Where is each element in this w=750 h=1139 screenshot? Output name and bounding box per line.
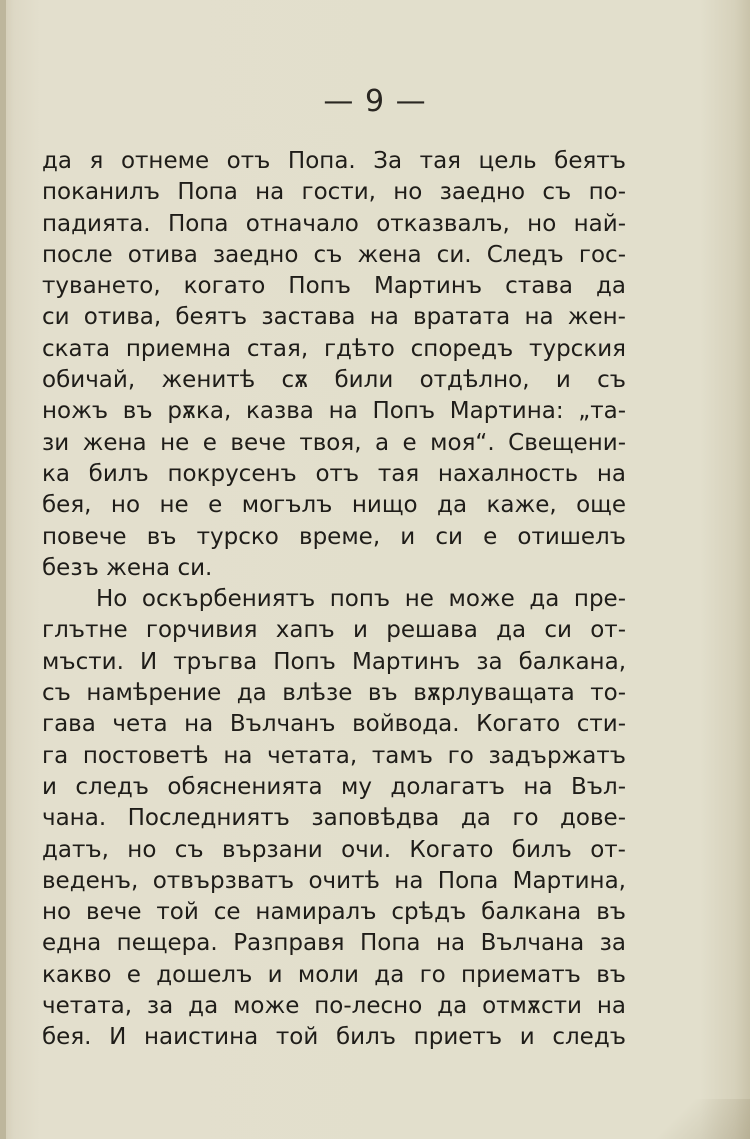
text-line: съ намѣрение да влѣзе въ вѫрлуващата то- [42, 680, 626, 707]
text-line: датъ, но съ вързани очи. Когато билъ от- [42, 836, 626, 863]
text-line: глътне горчивия хапъ и решава да си от- [42, 617, 626, 644]
text-line: мъсти. И тръгва Попъ Мартинъ за балкана, [42, 648, 626, 675]
text-line: ножъ въ рѫка, казва на Попъ Мартина: „та- [42, 398, 626, 425]
text-line: поканилъ Попа на гости, но заедно съ по- [42, 179, 626, 206]
page-edge [0, 0, 6, 1139]
text-line: какво е дошелъ и моли да го приематъ въ [42, 961, 626, 988]
text-line: бея. И наистина той билъ приетъ и следъ [42, 1024, 626, 1051]
paragraph [42, 146, 626, 584]
page-number: — 9 — [323, 84, 427, 119]
text-line: после отива заедно съ жена си. Следъ гос- [42, 241, 626, 268]
text-line: ка билъ покрусенъ отъ тая нахалность на [42, 460, 626, 487]
text-line: бея, но не е могълъ нищо да каже, още [42, 492, 626, 519]
text-line: падията. Попа отначало отказвалъ, но най- [42, 210, 626, 237]
text-line: но вече той се намиралъ срѣдъ балкана въ [42, 899, 626, 926]
text-line: четата, за да може по-лесно да отмѫсти на [42, 993, 626, 1020]
text-line: Но оскърбениятъ попъ не може да пре- [96, 586, 626, 613]
paragraph [42, 584, 626, 1053]
text-line: да я отнеме отъ Попа. За тая цель беятъ [42, 148, 626, 174]
text-line: чана. Последниятъ заповѣдва да го дове- [42, 805, 626, 832]
text-line: зи жена не е вече твоя, а е моя“. Свещени- [42, 429, 626, 456]
text-line: и следъ обясненията му долагатъ на Въл- [42, 773, 626, 800]
text-line: туването, когато Попъ Мартинъ става да [42, 273, 626, 300]
text-line: една пещера. Разправя Попа на Вълчана за [42, 930, 626, 957]
text-line: гава чета на Вълчанъ войвода. Когато сти- [42, 711, 626, 738]
text-line: га постоветѣ на четата, тамъ го задържатъ [42, 742, 626, 769]
text-line: веденъ, отвързватъ очитѣ на Попа Мартина, [42, 867, 626, 894]
text-line: безъ жена си. [42, 554, 213, 581]
text-line: ската приемна стая, гдѣто споредъ турския [42, 335, 626, 362]
body-text [42, 146, 626, 1054]
text-line: си отива, беятъ застава на вратата на жен- [42, 304, 626, 331]
text-line: повече въ турско време, и си е отишелъ [42, 523, 626, 550]
text-line: обичай, женитѣ сѫ били отдѣлно, и съ [42, 367, 626, 394]
page-stain [630, 1099, 750, 1139]
